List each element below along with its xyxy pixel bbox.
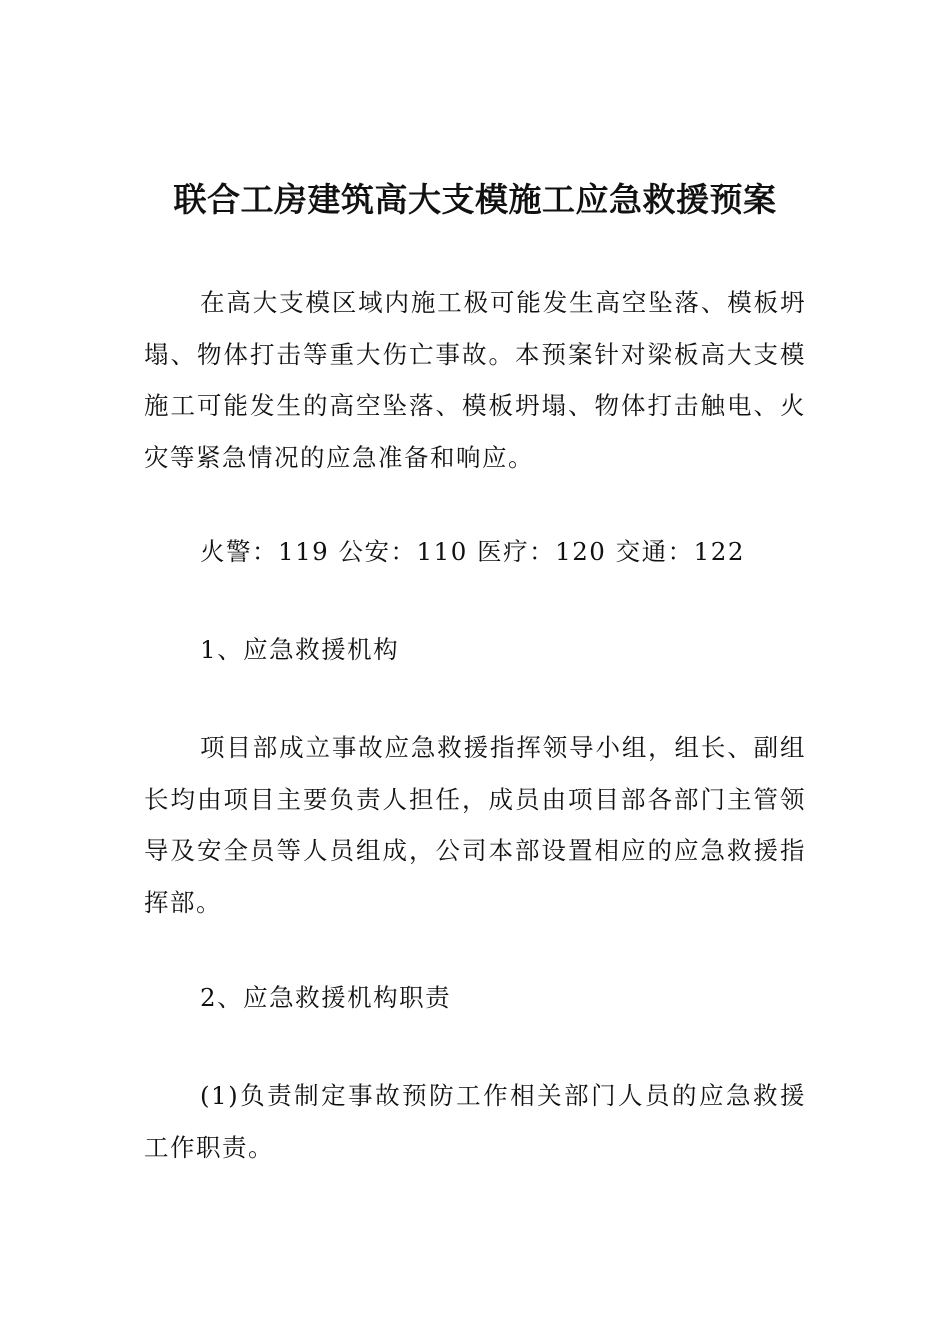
section-heading-2: 2、应急救援机构职责 [200, 983, 452, 1012]
section-heading-1: 1、应急救援机构 [200, 635, 400, 664]
intro-paragraph: 在高大支模区域内施工极可能发生高空坠落、模板坍塌、物体打击等重大伤亡事故。本预案针对梁板高大支模施工可能发生的高空坠落、模板坍塌、物体打击触电、火灾等紧急情况的应急准备和响应。 [144, 288, 806, 472]
document-title: 联合工房建筑高大支模施工应急救援预案 [173, 180, 777, 219]
organization-paragraph: 项目部成立事故应急救援指挥领导小组，组长、副组长均由项目主要负责人担任，成员由项目部各部门主管领导及安全员等人员组成，公司本部设置相应的应急救援指挥部。 [144, 733, 806, 917]
emergency-numbers: 火警：119 公安：110 医疗：120 交通：122 [200, 537, 745, 566]
duty-item-1: (1)负责制定事故预防工作相关部门人员的应急救援工作职责。 [144, 1081, 806, 1162]
